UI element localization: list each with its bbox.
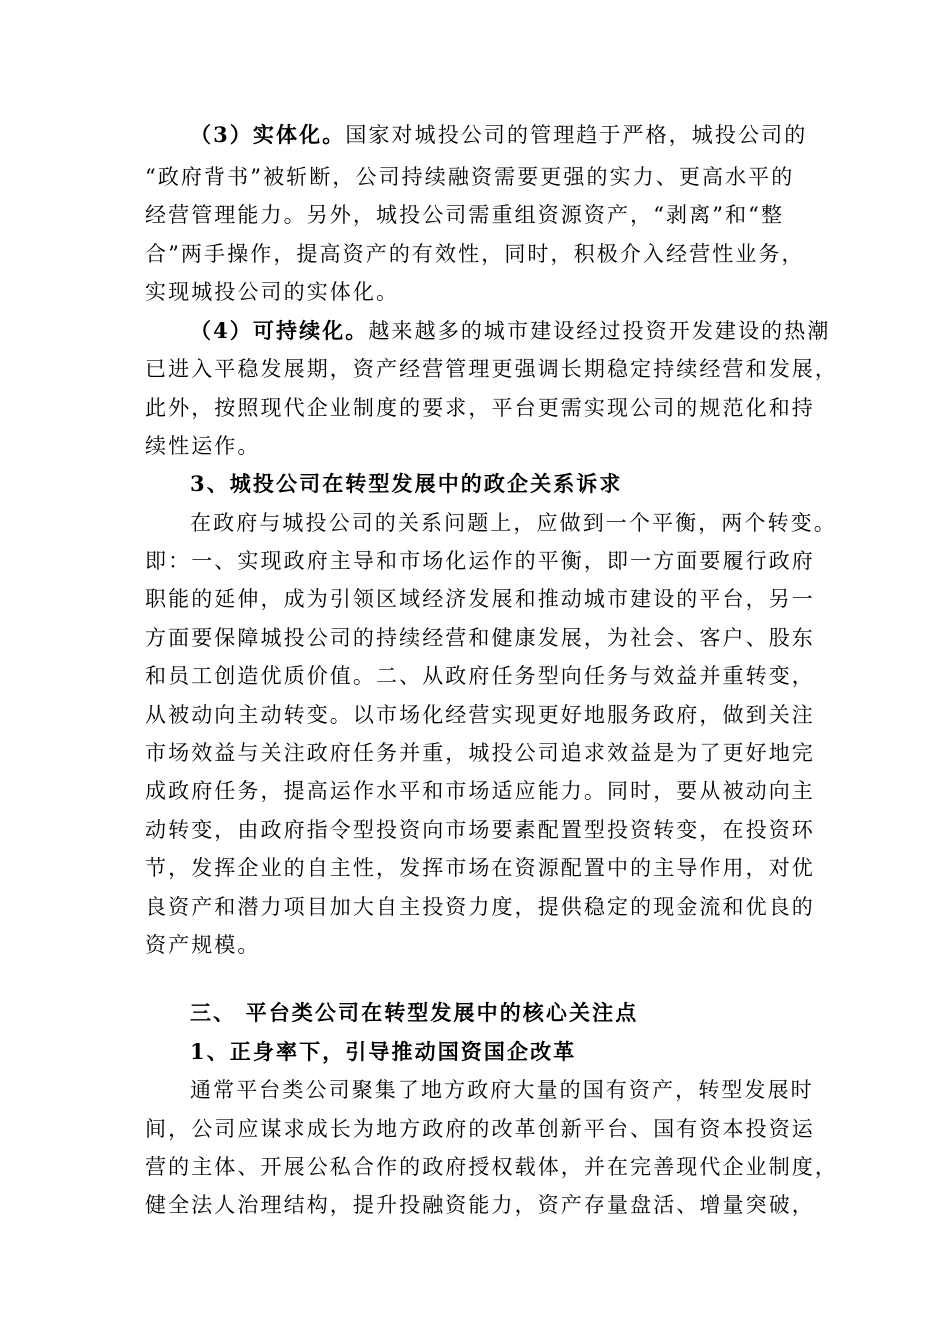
- text-line: 动转变，由政府指令型投资向市场要素配置型投资转变，在投资环: [145, 818, 815, 842]
- text-line: 健全法人治理结构，提升投融资能力，资产存量盘活、增量突破，: [145, 1193, 815, 1217]
- bold-lead: （3）实体化。: [190, 122, 346, 147]
- text-line: “政府背书”被斩断，公司持续融资需要更强的实力、更高水平的: [145, 165, 795, 189]
- text-line: 通常平台类公司聚集了地方政府大量的国有资产，转型发展时: [190, 1078, 814, 1102]
- text-line: 越来越多的城市建设经过投资开发建设的热潮: [368, 319, 831, 343]
- text-line: 即：一、实现政府主导和市场化运作的平衡，即一方面要履行政府: [145, 549, 815, 573]
- section-heading: 3、城投公司在转型发展中的政企关系诉求: [190, 471, 623, 496]
- text-line: 方面要保障城投公司的持续经营和健康发展，为社会、客户、股东: [145, 626, 815, 650]
- text-line: 此外，按照现代企业制度的要求，平台更需实现公司的规范化和持: [145, 396, 815, 420]
- text-line: 职能的延伸，成为引领区域经济发展和推动城市建设的平台，另一: [145, 587, 815, 611]
- text-line: 间，公司应谋求成长为地方政府的改革创新平台、国有资本投资运: [145, 1117, 815, 1141]
- text-line: 合”两手操作，提高资产的有效性，同时，积极介入经营性业务，: [145, 242, 805, 266]
- text-line: 实现城投公司的实体化。: [145, 280, 400, 304]
- paragraph-heading-4: [190, 319, 830, 343]
- text-line: 经营管理能力。另外，城投公司需重组资源资产，“剥离”和“整: [145, 203, 785, 227]
- chapter-heading: 三、 平台类公司在转型发展中的核心关注点: [190, 1000, 639, 1025]
- text-line: 成政府任务，提高运作水平和市场适应能力。同时，要从被动向主: [145, 779, 815, 803]
- text-line: 国家对城投公司的管理趋于严格，城投公司的: [345, 123, 808, 147]
- text-line: 已进入平稳发展期，资产经营管理更强调长期稳定持续经营和发展，: [145, 357, 838, 381]
- text-line: 在政府与城投公司的关系问题上，应做到一个平衡，两个转变。: [190, 511, 837, 535]
- text-line: 续性运作。: [145, 434, 261, 458]
- text-line: 资产规模。: [145, 933, 261, 957]
- section-heading: 1、正身率下，引导推动国资国企改革: [190, 1039, 577, 1064]
- paragraph-heading-3: [190, 123, 807, 147]
- text-line: 从被动向主动转变。以市场化经营实现更好地服务政府，做到关注: [145, 703, 815, 727]
- text-line: 市场效益与关注政府任务并重，城投公司追求效益是为了更好地完: [145, 741, 815, 765]
- text-line: 和员工创造优质价值。二、从政府任务型向任务与效益并重转变，: [145, 664, 815, 688]
- bold-lead: （4）可持续化。: [190, 318, 369, 343]
- text-line: 良资产和潜力项目加大自主投资力度，提供稳定的现金流和优良的: [145, 895, 815, 919]
- text-line: 节，发挥企业的自主性，发挥市场在资源配置中的主导作用，对优: [145, 856, 815, 880]
- text-line: 营的主体、开展公私合作的政府授权载体，并在完善现代企业制度，: [145, 1155, 838, 1179]
